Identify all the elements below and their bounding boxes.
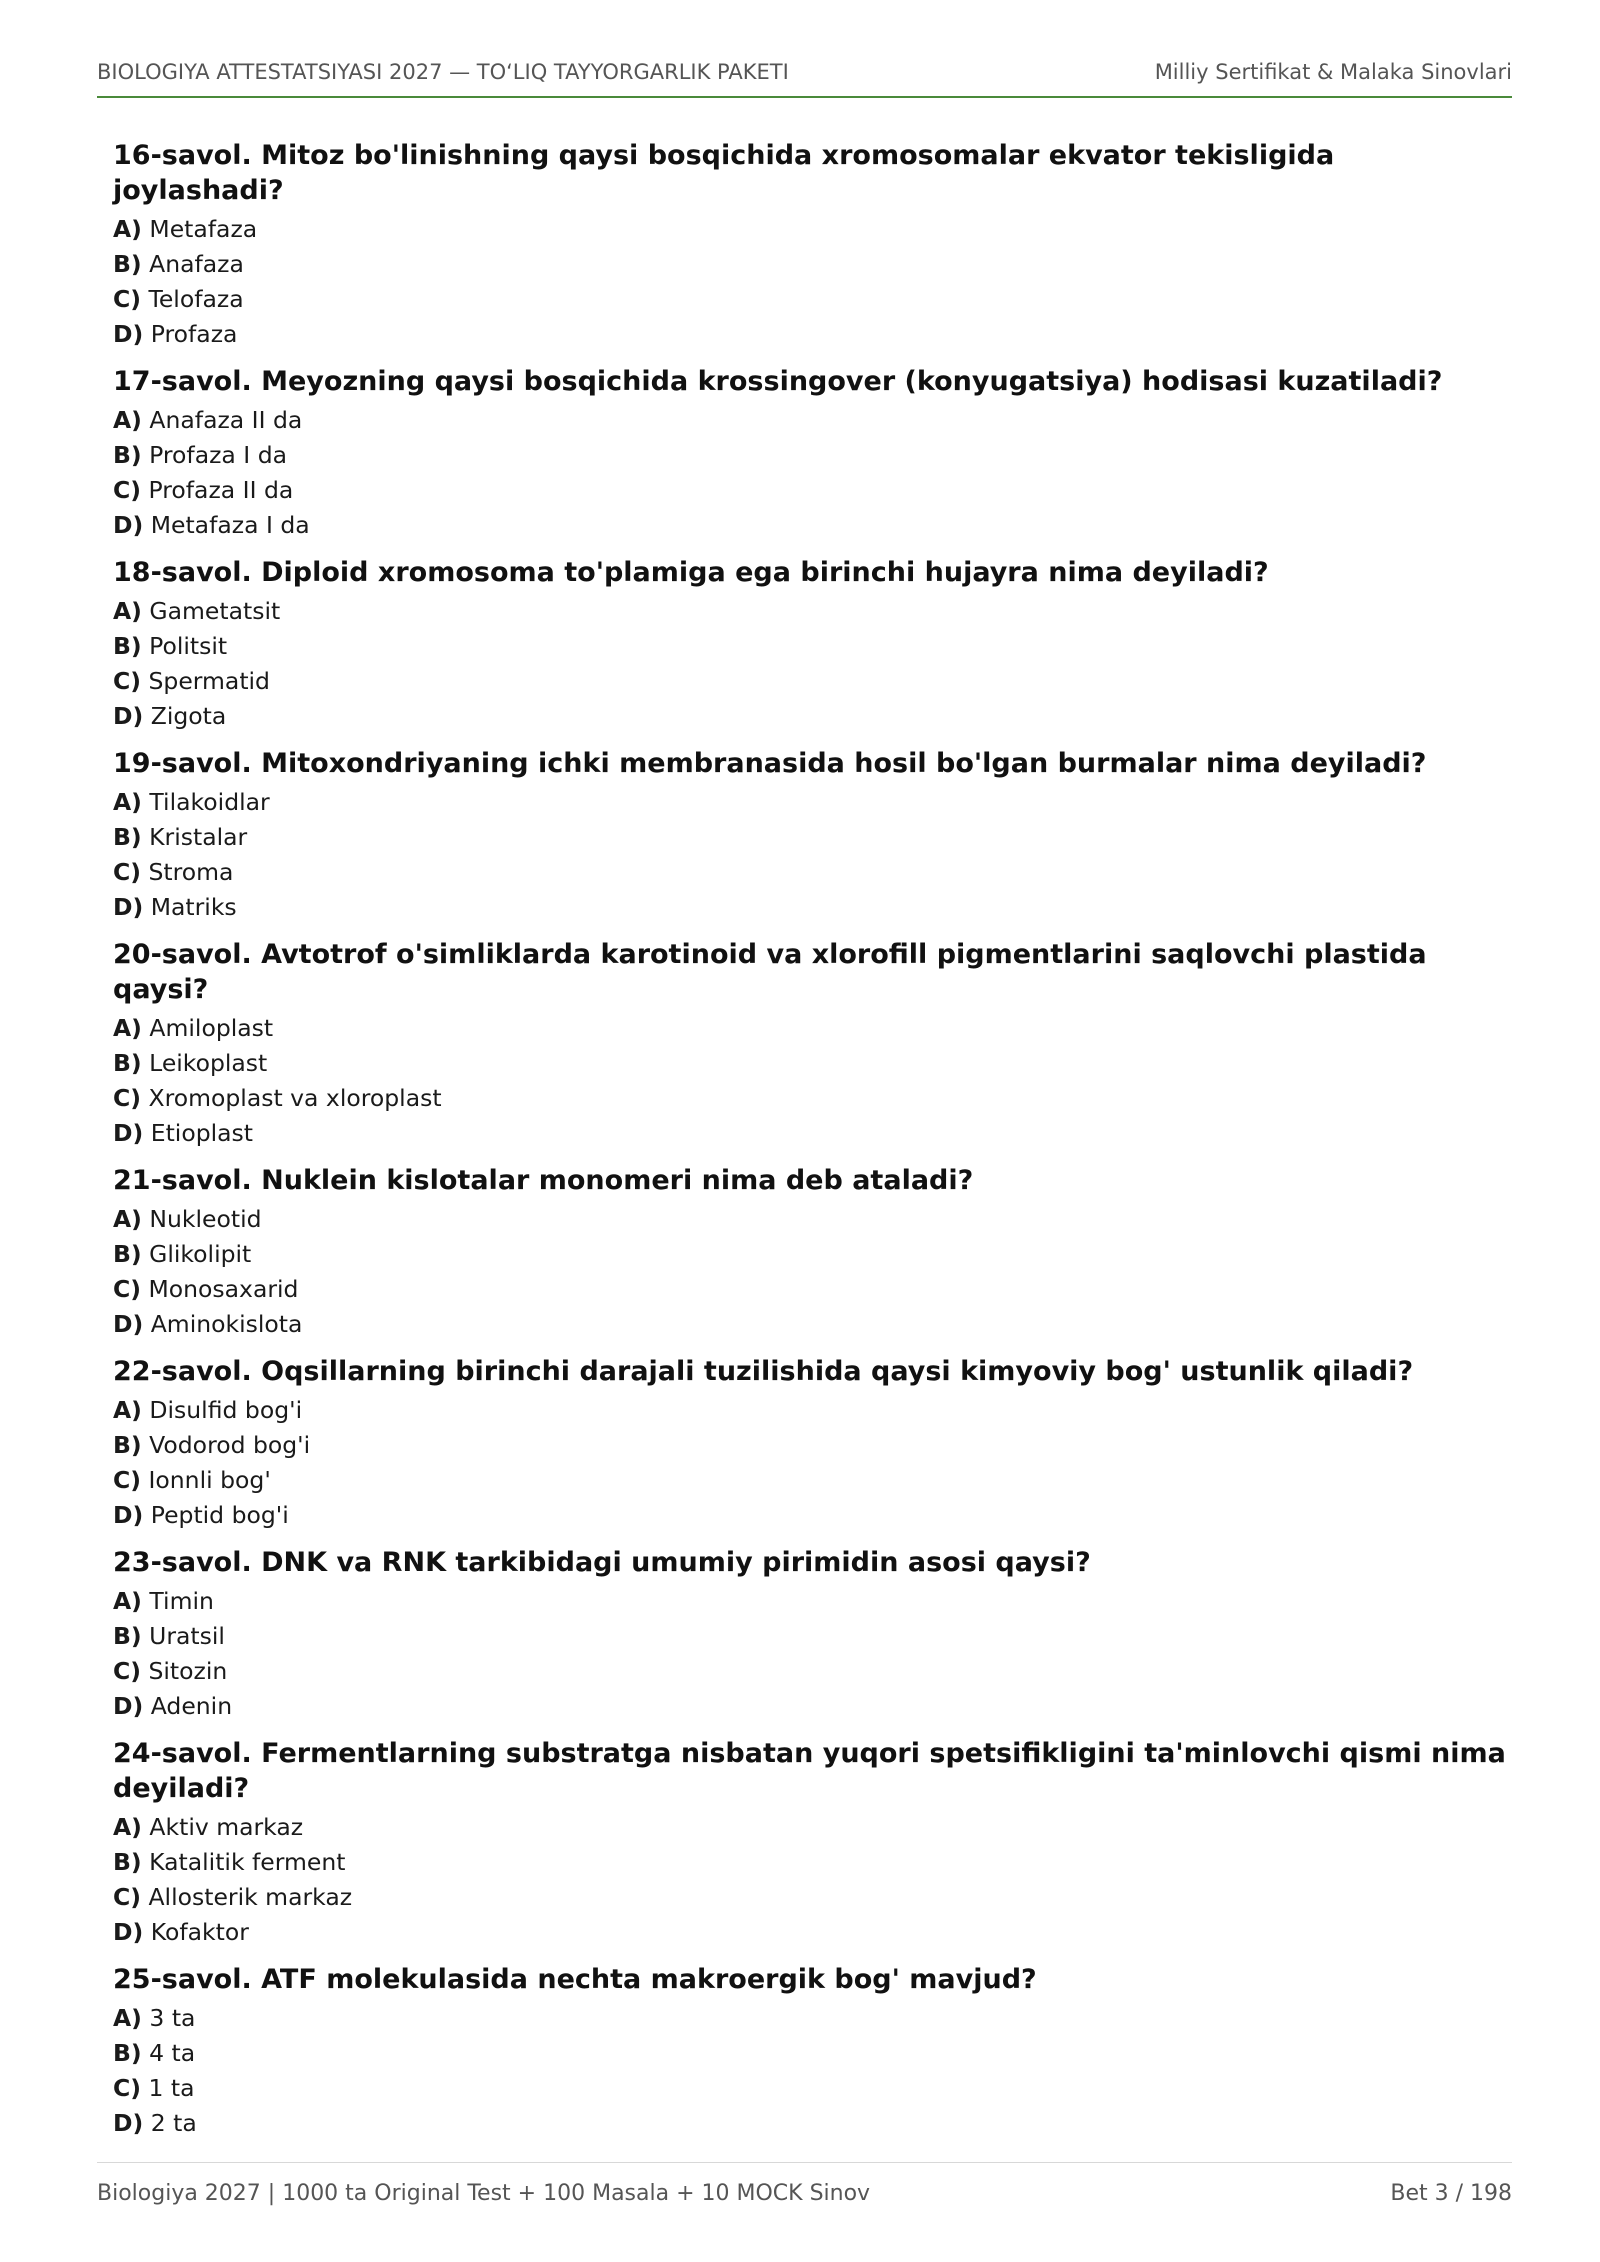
option-letter: D) [113, 1310, 144, 1338]
option-letter: C) [113, 858, 141, 886]
header-title: BIOLOGIYA ATTESTATSIYASI 2027 — TO‘LIQ TAYYORGARLIK PAKETI [97, 60, 789, 84]
option-text: Kofaktor [150, 1918, 249, 1946]
option-text: 4 ta [149, 2039, 196, 2067]
question-title: 25-savol. ATF molekulasida nechta makroergik bog' mavjud? [113, 1964, 1037, 1995]
option-letter: A) [113, 2004, 142, 2032]
question-title: 18-savol. Diploid xromosoma to'plamiga ega birinchi hujayra nima deyiladi? [113, 557, 1269, 588]
question-list [113, 138, 1513, 2153]
answer-option [113, 1237, 1513, 1272]
question-title: 21-savol. Nuklein kislotalar monomeri nima deb ataladi? [113, 1165, 974, 1196]
footer-text: Biologiya 2027 | 1000 ta Original Test + 100 Masala + 10 MOCK Sinov [97, 2181, 871, 2206]
header-subtitle: Milliy Sertifikat & Malaka Sinovlari [1154, 60, 1512, 84]
option-letter: C) [113, 2074, 141, 2102]
question-title: 20-savol. Avtotrof o'simliklarda karotinoid va xlorofill pigmentlarini saqlovchi plastida qaysi? [113, 939, 1427, 1005]
option-text: Leikoplast [149, 1049, 268, 1077]
option-letter: D) [113, 320, 144, 348]
question-block [113, 1354, 1513, 1533]
option-text: Adenin [150, 1692, 233, 1720]
answer-option [113, 212, 1513, 247]
option-text: Xromoplast va xloroplast [148, 1084, 442, 1112]
option-letter: B) [113, 823, 142, 851]
option-text: 2 ta [150, 2109, 197, 2137]
page-footer [97, 2162, 1512, 2223]
question-block [113, 364, 1513, 543]
answer-option [113, 1428, 1513, 1463]
answer-option [113, 1498, 1513, 1533]
answer-option [113, 820, 1513, 855]
answer-option [113, 855, 1513, 890]
answer-option [113, 247, 1513, 282]
question-block [113, 937, 1513, 1151]
answer-option [113, 1463, 1513, 1498]
option-letter: B) [113, 632, 142, 660]
option-text: Spermatid [148, 667, 270, 695]
question-block [113, 138, 1513, 352]
option-letter: D) [113, 1918, 144, 1946]
question-title: 23-savol. DNK va RNK tarkibidagi umumiy pirimidin asosi qaysi? [113, 1547, 1091, 1578]
question-block [113, 1163, 1513, 1342]
option-letter: D) [113, 511, 144, 539]
answer-option [113, 699, 1513, 734]
answer-option [113, 1584, 1513, 1619]
option-text: Profaza II da [148, 476, 294, 504]
option-text: Anafaza [149, 250, 244, 278]
option-letter: A) [113, 1587, 142, 1615]
option-letter: A) [113, 1014, 142, 1042]
question-title: 19-savol. Mitoxondriyaning ichki membranasida hosil bo'lgan burmalar nima deyiladi? [113, 748, 1427, 779]
answer-option [113, 1272, 1513, 1307]
question-title: 22-savol. Oqsillarning birinchi darajali tuzilishida qaysi kimyoviy bog' ustunlik qiladi? [113, 1356, 1414, 1387]
option-text: Aminokislota [150, 1310, 303, 1338]
answer-option [113, 403, 1513, 438]
answer-option [113, 594, 1513, 629]
answer-option [113, 2036, 1513, 2071]
option-text: Tilakoidlar [149, 788, 270, 816]
question-title: 16-savol. Mitoz bo'linishning qaysi bosqichida xromosomalar ekvator tekisligida joylashadi? [113, 140, 1335, 206]
option-letter: B) [113, 1049, 142, 1077]
question-block [113, 1736, 1513, 1950]
option-letter: D) [113, 2109, 144, 2137]
answer-option [113, 785, 1513, 820]
answer-option [113, 1046, 1513, 1081]
option-text: Timin [149, 1587, 214, 1615]
option-text: Peptid bog'i [150, 1501, 289, 1529]
option-text: 3 ta [149, 2004, 196, 2032]
option-text: Katalitik ferment [149, 1848, 346, 1876]
answer-option [113, 473, 1513, 508]
option-text: Uratsil [149, 1622, 225, 1650]
option-text: Metafaza [149, 215, 258, 243]
answer-option [113, 1915, 1513, 1950]
option-text: Disulfid bog'i [149, 1396, 303, 1424]
option-text: Profaza I da [149, 441, 288, 469]
answer-option [113, 1689, 1513, 1724]
option-letter: A) [113, 788, 142, 816]
option-letter: A) [113, 1813, 142, 1841]
answer-option [113, 317, 1513, 352]
answer-option [113, 2001, 1513, 2036]
option-letter: A) [113, 215, 142, 243]
option-letter: A) [113, 1396, 142, 1424]
answer-option [113, 1011, 1513, 1046]
option-text: Allosterik markaz [148, 1883, 353, 1911]
option-letter: C) [113, 667, 141, 695]
answer-option [113, 1845, 1513, 1880]
option-text: Telofaza [148, 285, 244, 313]
option-text: Metafaza I da [150, 511, 310, 539]
option-text: Aktiv markaz [149, 1813, 304, 1841]
question-block [113, 1545, 1513, 1724]
answer-option [113, 1810, 1513, 1845]
option-text: 1 ta [148, 2074, 195, 2102]
option-letter: C) [113, 1657, 141, 1685]
answer-option [113, 2071, 1513, 2106]
option-letter: B) [113, 1431, 142, 1459]
answer-option [113, 282, 1513, 317]
option-text: Zigota [150, 702, 227, 730]
answer-option [113, 1081, 1513, 1116]
option-letter: C) [113, 1883, 141, 1911]
option-letter: B) [113, 250, 142, 278]
option-text: Nukleotid [149, 1205, 262, 1233]
option-letter: B) [113, 441, 142, 469]
answer-option [113, 1619, 1513, 1654]
option-text: Ionnli bog' [148, 1466, 271, 1494]
option-text: Stroma [148, 858, 234, 886]
option-letter: B) [113, 1848, 142, 1876]
option-letter: B) [113, 1622, 142, 1650]
option-letter: A) [113, 1205, 142, 1233]
option-letter: B) [113, 2039, 142, 2067]
answer-option [113, 1202, 1513, 1237]
question-title: 24-savol. Fermentlarning substratga nisbatan yuqori spetsifikligini ta'minlovchi qismi nima deyiladi? [113, 1738, 1506, 1804]
option-letter: A) [113, 406, 142, 434]
question-block [113, 746, 1513, 925]
option-text: Vodorod bog'i [149, 1431, 311, 1459]
option-text: Sitozin [148, 1657, 228, 1685]
option-letter: C) [113, 285, 141, 313]
answer-option [113, 438, 1513, 473]
answer-option [113, 1654, 1513, 1689]
option-letter: B) [113, 1240, 142, 1268]
question-block [113, 1962, 1513, 2141]
page-header [97, 56, 1512, 98]
option-text: Gametatsit [149, 597, 281, 625]
option-text: Amiloplast [149, 1014, 274, 1042]
answer-option [113, 1116, 1513, 1151]
answer-option [113, 1880, 1513, 1915]
option-text: Anafaza II da [149, 406, 303, 434]
option-text: Kristalar [149, 823, 248, 851]
page-number: Bet 3 / 198 [1390, 2181, 1512, 2206]
option-letter: D) [113, 1119, 144, 1147]
option-text: Profaza [150, 320, 238, 348]
answer-option [113, 508, 1513, 543]
answer-option [113, 2106, 1513, 2141]
answer-option [113, 890, 1513, 925]
answer-option [113, 629, 1513, 664]
question-title: 17-savol. Meyozning qaysi bosqichida krossingover (konyugatsiya) hodisasi kuzatiladi? [113, 366, 1443, 397]
option-letter: D) [113, 1501, 144, 1529]
option-letter: D) [113, 702, 144, 730]
option-letter: D) [113, 1692, 144, 1720]
option-text: Monosaxarid [148, 1275, 299, 1303]
answer-option [113, 1307, 1513, 1342]
answer-option [113, 1393, 1513, 1428]
option-letter: C) [113, 1084, 141, 1112]
option-letter: D) [113, 893, 144, 921]
option-letter: C) [113, 476, 141, 504]
option-text: Etioplast [150, 1119, 254, 1147]
question-block [113, 555, 1513, 734]
option-letter: A) [113, 597, 142, 625]
option-text: Matriks [150, 893, 237, 921]
option-text: Politsit [149, 632, 228, 660]
option-letter: C) [113, 1466, 141, 1494]
option-text: Glikolipit [149, 1240, 252, 1268]
answer-option [113, 664, 1513, 699]
option-letter: C) [113, 1275, 141, 1303]
